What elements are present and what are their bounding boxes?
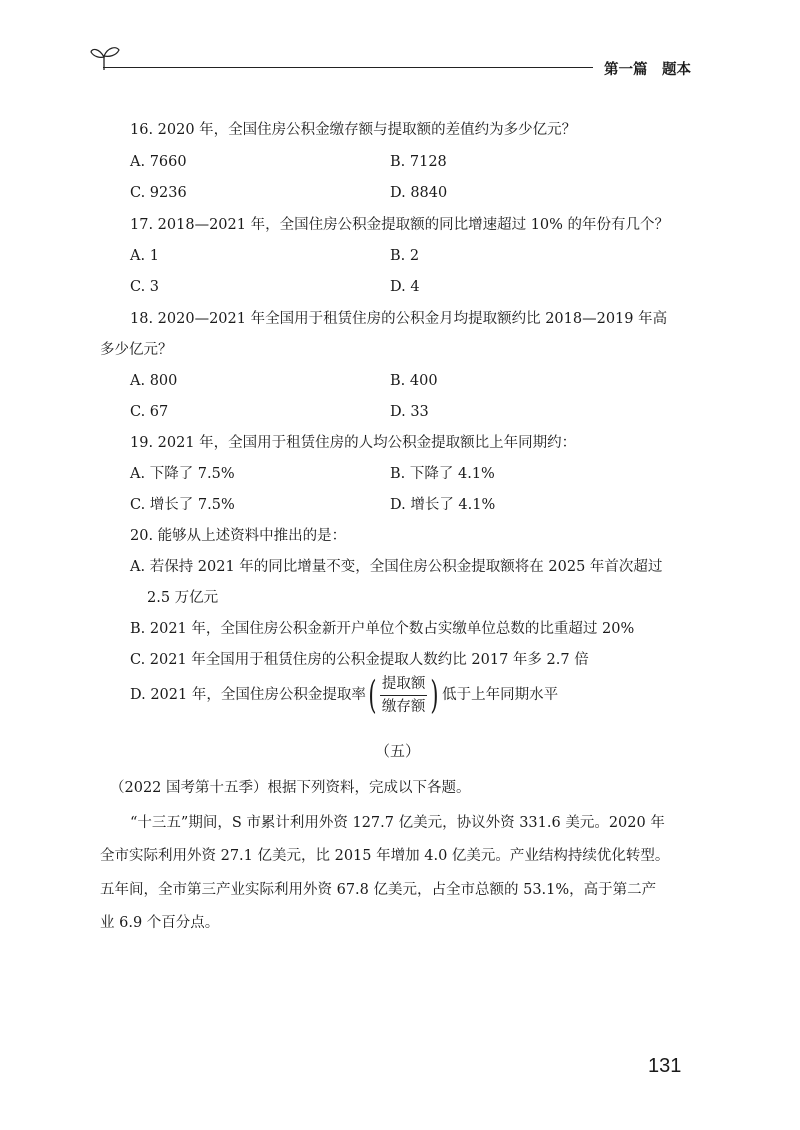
q19-option-b: B. 下降了 4.1% bbox=[390, 466, 495, 482]
fraction-open-paren: ( bbox=[368, 673, 377, 717]
paragraph-line-1: “十三五”期间，S 市累计利用外资 127.7 亿美元，协议外资 331.6 美元。2020 年 bbox=[130, 815, 665, 831]
page-number: 131 bbox=[648, 1055, 682, 1077]
question-16-stem: 16. 2020 年，全国住房公积金缴存额与提取额的差值约为多少亿元？ bbox=[130, 122, 577, 138]
fraction bbox=[380, 674, 428, 717]
question-20-stem: 20. 能够从上述资料中推出的是： bbox=[130, 528, 347, 544]
paragraph-line-2: 全市实际利用外资 27.1 亿美元，比 2015 年增加 4.0 亿美元。产业结构持续优化转型。 bbox=[100, 848, 670, 864]
q16-option-c: C. 9236 bbox=[130, 185, 187, 201]
header-title: 第一篇 题本 bbox=[604, 62, 691, 78]
paragraph-line-3: 五年间，全市第三产业实际利用外资 67.8 亿美元，占全市总额的 53.1%，高于第二产 bbox=[100, 882, 657, 898]
question-18-stem-line1: 18. 2020—2021 年全国用于租赁住房的公积金月均提取额约比 2018—2019 年高 bbox=[130, 311, 668, 327]
question-19-stem: 19. 2021 年，全国用于租赁住房的人均公积金提取额比上年同期约： bbox=[130, 435, 577, 451]
q17-option-b: B. 2 bbox=[390, 248, 420, 264]
section-source: （2022 国考第十五季）根据下列资料，完成以下各题。 bbox=[110, 780, 471, 796]
section-title: （五） bbox=[375, 742, 421, 760]
q20-option-a-line2: 2.5 万亿元 bbox=[147, 590, 219, 606]
fraction-close-paren: ) bbox=[430, 673, 439, 717]
q20-option-a-line1: A. 若保持 2021 年的同比增量不变，全国住房公积金提取额将在 2025 年首次超过 bbox=[130, 559, 663, 575]
question-17-stem: 17. 2018—2021 年，全国住房公积金提取额的同比增速超过 10% 的年份有几个？ bbox=[130, 217, 670, 233]
question-18-stem-line2: 多少亿元？ bbox=[100, 342, 173, 358]
q19-option-a: A. 下降了 7.5% bbox=[130, 466, 235, 482]
q17-option-a: A. 1 bbox=[130, 248, 159, 264]
q18-option-d: D. 33 bbox=[390, 404, 429, 420]
q20-option-b: B. 2021 年，全国住房公积金新开户单位个数占实缴单位总数的比重超过 20% bbox=[130, 621, 635, 637]
header-rule bbox=[103, 67, 593, 68]
q19-option-d: D. 增长了 4.1% bbox=[390, 497, 496, 513]
q20-option-c: C. 2021 年全国用于租赁住房的公积金提取人数约比 2017 年多 2.7 倍 bbox=[130, 652, 589, 668]
paragraph-line-4: 业 6.9 个百分点。 bbox=[100, 915, 220, 931]
q16-option-a: A. 7660 bbox=[130, 154, 187, 170]
q19-option-c: C. 增长了 7.5% bbox=[130, 497, 235, 513]
q18-option-b: B. 400 bbox=[390, 373, 438, 389]
q17-option-c: C. 3 bbox=[130, 279, 160, 295]
fraction-numerator: 提取额 bbox=[380, 674, 428, 696]
q20-option-d-prefix: D. 2021 年，全国住房公积金提取率 bbox=[130, 687, 366, 703]
q20-option-d-suffix: 低于上年同期水平 bbox=[442, 687, 559, 703]
q16-option-d: D. 8840 bbox=[390, 185, 448, 201]
q16-option-b: B. 7128 bbox=[390, 154, 447, 170]
fraction-denominator: 缴存额 bbox=[381, 698, 426, 715]
q17-option-d: D. 4 bbox=[390, 279, 420, 295]
q18-option-c: C. 67 bbox=[130, 404, 169, 420]
q18-option-a: A. 800 bbox=[130, 373, 178, 389]
q20-option-d-fraction bbox=[365, 672, 558, 718]
